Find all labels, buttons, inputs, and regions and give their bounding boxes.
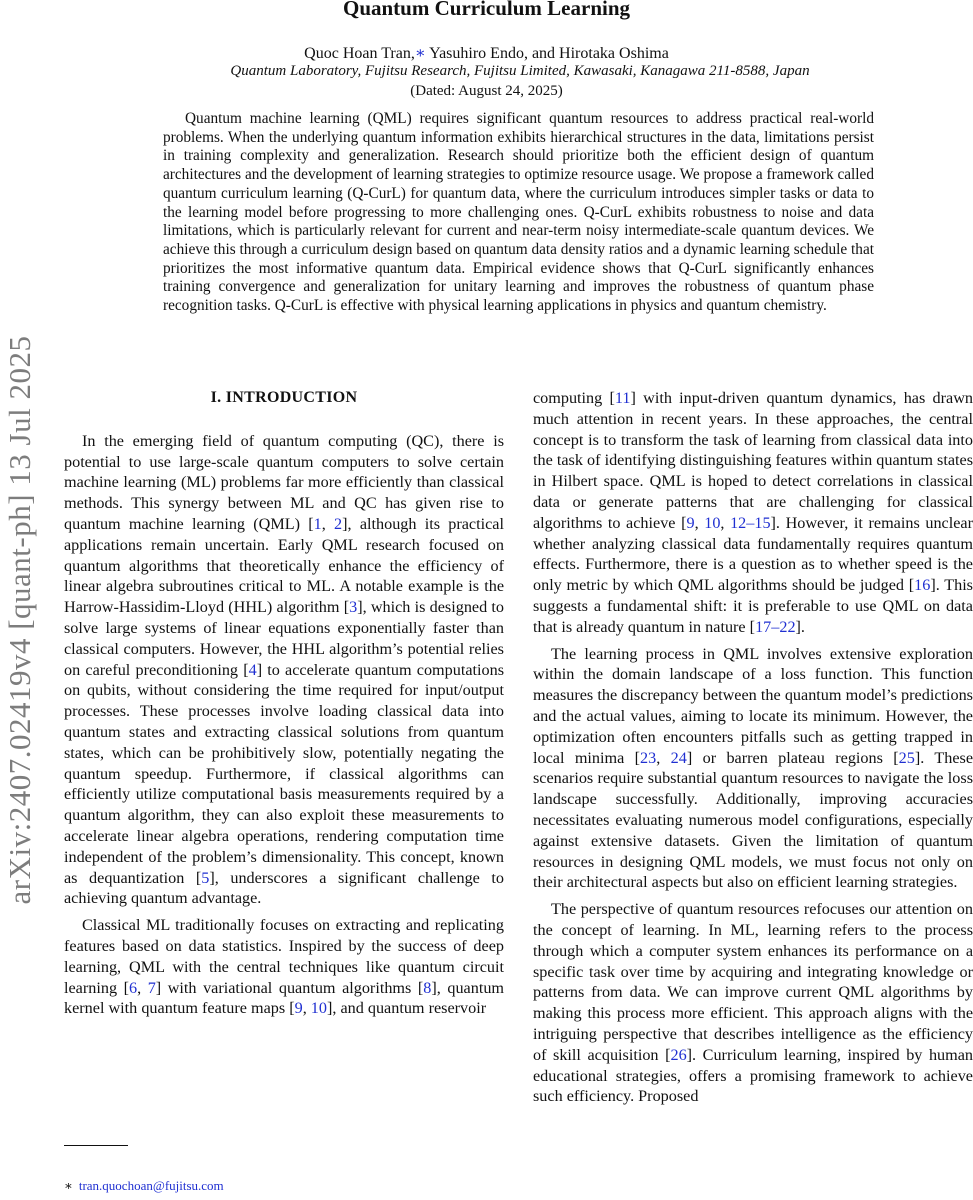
citation-link[interactable]: 10 (704, 513, 721, 532)
paragraph-text: ], underscores a significant challenge to achieving quantum advantage. (64, 868, 505, 908)
abstract: Quantum machine learning (QML) requires significant quantum resources to address practical real-world problems. When the underlying quantum information exhibits hierarchical structures in the data, limitations persist in training complexity and generalization. Research should prioritize both the efficient design of quantum architectures and the development of learning strategies to optimize resource usage. We propose a framework called quantum curriculum learning (Q-CurL) for quantum data, where the curriculum introduces simpler tasks or data to the learning model before progressing to more challenging ones. Q-CurL exhibits robustness to noise and data limitations, which is particularly relevant for current and near-term noisy intermediate-scale quantum devices. We achieve this through a curriculum design based on quantum data density ratios and a dynamic learning schedule that prioritizes the most informative quantum data. Empirical evidence shows that Q-CurL significantly enhances training convergence and generalization for unitary learning and improves the robustness of quantum phase recognition tasks. Q-CurL is effective with physical learning applications in physics and quantum chemistry. (163, 110, 874, 315)
paragraph-text: In the emerging field of quantum computing (QC), there is potential to use large-scale quantum computers to solve certain machine learning (ML) problems far more efficiently than classical methods. This synergy between ML and QC has given rise to quantum machine learning (QML) [ (64, 431, 504, 533)
paragraph (533, 899, 973, 1107)
citation-link[interactable]: 25 (898, 748, 915, 767)
right-column (533, 388, 973, 1113)
paragraph-text: ], quantum kernel with quantum feature maps [ (64, 978, 505, 1018)
paragraph-text: ]. However, it remains unclear whether analyzing classical data fundamentally requires quantum effects. Furthermore, there is a question as to whether speed is the only metric by which QML algorithms should be judged [ (533, 513, 973, 595)
citation-link[interactable]: 9 (294, 999, 303, 1018)
paragraph-text: , (656, 748, 671, 767)
citation-link[interactable]: 23 (640, 748, 657, 767)
citation-link[interactable]: 4 (248, 660, 257, 679)
paragraph-text: ] to accelerate quantum computations on qubits, without considering the time required for input/output processes. These processes involve loading classical data into quantum states and extracting classical solutions from quantum states, which can be prohibitively slow, potentially negating the quantum speedup. Furthermore, if classical algorithms can efficiently utilize computational basis measurements required by a quantum algorithm, they can also exploit these measurements to accelerate linear algebra operations, rendering computation time independent of the problem’s dimensionality. This concept, known as dequantization [ (64, 660, 504, 887)
footnote-mark: ∗ (64, 1178, 73, 1193)
paragraph-text: computing [ (533, 389, 615, 407)
paragraph-text: ]. Curriculum learning, inspired by human educational strategies, offers a promising framework to achieve such efficiency. Proposed (533, 1045, 973, 1106)
citation-link[interactable]: 7 (147, 978, 156, 997)
citation-link[interactable]: 17–22 (755, 617, 796, 636)
paragraph-text: The learning process in QML involves extensive exploration within the domain landscape of a loss function. This function measures the discrepancy between the quantum model’s predictions and the actual values, aiming to locate its minimum. However, the optimization often encounters pitfalls such as getting trapped in local minima [ (533, 644, 973, 767)
paragraph-text: , (694, 513, 705, 532)
paragraph-text: ] with variational quantum algorithms [ (155, 978, 424, 997)
date-line: (Dated: August 24, 2025) (410, 83, 563, 99)
paragraph-text: , (321, 514, 335, 533)
paragraph-text: ] with input-driven quantum dynamics, has drawn much attention in recent years. In these approaches, the central concept is to transform the task of learning from classical data into the task of identifying distinguishing features within quantum states in Hilbert space. QML is hoped to detect correlations in classical data or generate patterns that are challenging for classical algorithms to achieve [ (533, 389, 973, 532)
paragraph-text: Classical ML traditionally focuses on extracting and replicating features based on data statistics. Inspired by the success of deep learning, QML with the central techniques like quantum circuit learning [ (64, 916, 504, 997)
paragraph-text: ]. (795, 617, 805, 636)
paragraph (64, 915, 504, 1019)
citation-link[interactable]: 24 (670, 748, 687, 767)
author-list (0, 43, 973, 63)
citation-link[interactable]: 1 (313, 514, 322, 533)
paragraph-text: , (720, 513, 731, 532)
citation-link[interactable]: 5 (201, 868, 210, 887)
author-email-link[interactable]: tran.quochoan@fujitsu.com (78, 1178, 224, 1193)
citation-link[interactable]: 2 (334, 514, 343, 533)
footnote-rule (64, 1145, 128, 1146)
citation-link[interactable]: 6 (129, 978, 138, 997)
paragraph-text: The perspective of quantum resources refocuses our attention on the concept of learning. In ML, learning refers to the process through which a computer system enhances its performance on a specific task over time by acquiring and integrating knowledge or patterns from data. We can improve current QML algorithms by making this process more efficient. This approach aligns with the intriguing perspective that describes intelligence as the efficiency of skill acquisition [ (533, 900, 973, 1064)
section-heading-introduction: I. INTRODUCTION (210, 389, 358, 406)
paragraph-text: ]. These scenarios require substantial quantum resources to navigate the loss landscape successfully. Additionally, improving accuracies necessitates evaluating numerous model configurations, especially against extensive datasets. Given the limitation of quantum resources in designing QML models, we must focus not only on their architectural aspects but also on efficient learning strategies. (533, 748, 973, 892)
paragraph-text: ], although its practical applications remain uncertain. Early QML research focused on quantum algorithms that theoretically enhance the efficiency of linear algebra subroutines critical to ML. A notable example is the Harrow-Hassidim-Lloyd (HHL) algorithm [ (64, 514, 504, 617)
corresponding-author-mark[interactable]: ∗ (414, 45, 426, 62)
affiliation: Quantum Laboratory, Fujitsu Research, Fujitsu Limited, Kawasaki, Kanagawa 211-8588, Japan (230, 63, 810, 79)
citation-link[interactable]: 26 (670, 1045, 687, 1064)
paragraph (64, 431, 504, 909)
citation-link[interactable]: 10 (310, 999, 327, 1018)
footnote (64, 1178, 224, 1194)
citation-link[interactable]: 9 (686, 513, 695, 532)
arxiv-sidebar-stamp (0, 290, 40, 950)
left-column (64, 385, 504, 1025)
paragraph-text: ]. This suggests a fundamental shift: it is preferable to use QML on data that is already quantum in nature [ (533, 576, 973, 636)
paragraph-text: ], and quantum reservoir (326, 999, 487, 1018)
paragraph (533, 644, 973, 894)
first-author: Quoc Hoan Tran, (304, 45, 415, 62)
paragraph (533, 388, 973, 638)
arxiv-identifier: arXiv:2407.02419v4 [quant-ph] 13 Jul 2025 (2, 335, 37, 905)
citation-link[interactable]: 3 (349, 598, 358, 617)
paragraph-text: ], which is designed to solve large systems of linear equations exponentially faster than classical computers. However, the HHL algorithm’s potential relies on careful preconditioning [ (64, 598, 504, 679)
paragraph-text: ] or barren plateau regions [ (686, 748, 899, 767)
paragraph-text: , (302, 999, 311, 1018)
paragraph-text: , (137, 978, 148, 997)
citation-link[interactable]: 12–15 (730, 513, 771, 532)
citation-link[interactable]: 16 (914, 576, 931, 595)
citation-link[interactable]: 8 (423, 978, 432, 997)
citation-link[interactable]: 11 (614, 389, 631, 407)
paper-title: Quantum Curriculum Learning (342, 0, 631, 20)
other-authors: Yasuhiro Endo, and Hirotaka Oshima (425, 45, 669, 62)
